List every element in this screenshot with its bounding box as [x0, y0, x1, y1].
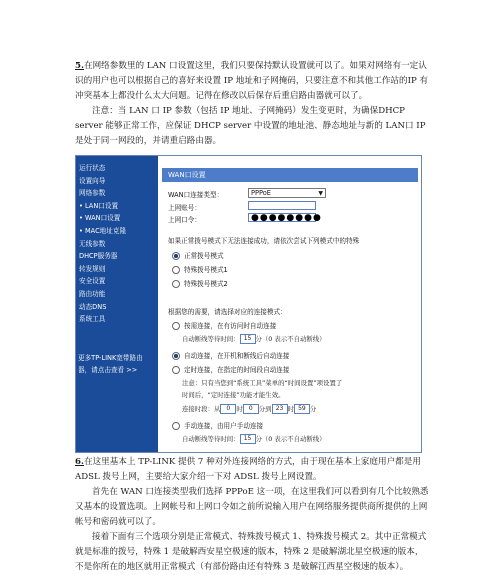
option-label: 定时连接，在指定的时间段自动连接: [184, 366, 290, 374]
sidebar-item[interactable]: 安全设置: [79, 277, 106, 286]
promo-link[interactable]: [78, 352, 143, 376]
radio-icon: [172, 280, 180, 288]
mode-option-special1[interactable]: [172, 264, 228, 274]
period-label: 连接时段：从: [182, 405, 221, 413]
schedule-note-2: 时间后，“定时连接”功能才能生效。: [182, 391, 285, 399]
time-sep: 时: [287, 405, 294, 413]
wan-type-select[interactable]: [248, 188, 326, 198]
connect-auto[interactable]: [172, 350, 290, 360]
connect-scheduled[interactable]: [172, 364, 290, 374]
sidebar-item[interactable]: 系统工具: [79, 315, 106, 324]
idle-time-row: [182, 334, 326, 344]
schedule-note-1: 注意：只有当您到“系统工具”菜单的“时间设置”项设置了: [182, 379, 343, 387]
time-sep: 分到: [258, 405, 272, 413]
idle-label: 自动断线等待时间：: [182, 335, 240, 343]
wan-type-label: WAN口连接类型：: [168, 191, 224, 199]
paragraph-6: [75, 455, 430, 485]
sidebar-item[interactable]: 路由功能: [79, 289, 106, 298]
paragraph-text: 在网络参数里的 LAN 口设置这里，我们只要保持默认设置就可以了。如果对网络有一定认识的用户也可以根据自己的喜好来设置 IP 地址和子网掩码，只要注意不和其他工作站的IP 有冲突基本上都没什么太大问题。记得在修改以后保存后重启路由器就可以了。: [75, 61, 429, 101]
sidebar-item[interactable]: • MAC地址克隆: [79, 226, 127, 235]
sidebar-item[interactable]: 动态DNS: [79, 302, 107, 311]
time-sep: 时: [236, 405, 243, 413]
idle-input[interactable]: 15: [240, 334, 256, 344]
password-label: 上网口令：: [168, 216, 201, 224]
sidebar-item[interactable]: 运行状态: [79, 164, 106, 172]
schedule-period-row: [182, 404, 316, 414]
panel-header: WAN口设置: [162, 168, 418, 182]
paragraph-5: [75, 59, 430, 104]
to-minute-input[interactable]: 59: [294, 404, 310, 414]
sidebar-item[interactable]: 转发规则: [79, 264, 106, 273]
router-screenshot: [75, 155, 422, 453]
radio-icon: [172, 266, 180, 274]
radio-icon: [172, 422, 180, 430]
from-minute-input[interactable]: 0: [243, 404, 259, 414]
mode-label: 特殊拨号模式1: [184, 266, 228, 274]
connect-mode-prompt: 根据您的需要，请选择对应的连接模式：: [168, 308, 287, 316]
connect-on-demand[interactable]: [172, 320, 276, 330]
mode-hint: 如果正常拨号模式下无法连接成功，请依次尝试下列模式中的特殊: [168, 237, 360, 245]
sidebar-item[interactable]: 网络参数: [79, 189, 106, 198]
account-input[interactable]: [248, 201, 316, 210]
option-label: 按需连接，在有访问时自动连接: [184, 322, 277, 330]
sidebar-item[interactable]: 无线参数: [79, 239, 106, 248]
wan-type-value: PPPoE: [251, 189, 271, 197]
option-label: 自动连接，在开机和断线后自动连接: [184, 352, 290, 360]
router-sidebar: [76, 156, 158, 452]
promo-line: 器，请点击查看 >>: [78, 366, 138, 374]
account-label: 上网账号：: [168, 204, 201, 212]
mode-option-normal[interactable]: [172, 250, 224, 260]
mode-option-special2[interactable]: [172, 278, 228, 288]
idle-input[interactable]: 15: [240, 434, 256, 444]
idle-time-row-2: [182, 434, 326, 444]
radio-icon: [172, 366, 180, 374]
promo-line: 更多TP-LINK宽带路由: [78, 354, 143, 362]
password-input[interactable]: ●●●●●●●●: [248, 213, 316, 222]
option-label: 手动连接，由用户手动连接: [184, 422, 264, 430]
to-hour-input[interactable]: 23: [272, 404, 288, 414]
chevron-down-icon: ▼: [318, 190, 323, 197]
idle-label: 自动断线等待时间：: [182, 435, 240, 443]
sidebar-item[interactable]: 设置向导: [79, 176, 106, 185]
wan-settings-panel: [158, 156, 421, 452]
paragraph-modes: 接着下面有三个选项分别是正常模式、特殊拨号模式 1、特殊拨号模式 2。其中正常模式就是标准的拨号，特殊 1 是破解西安星空极速的版本，特殊 2 是破解湖北星空极速的版本，不是你所在的地区就用正常模式（有部份路由还有特殊 3 是破解江西星空极速的版本）。: [75, 532, 427, 572]
paragraph-note: 注意：当 LAN 口 IP 参数（包括 IP 地址、子网掩码）发生变更时，为确保DHCP server 能够正常工作，应保证 DHCP server 中设置的地址池、静态地址与新的 LAN口 IP 是处于同一网段的，并请重启路由器。: [75, 106, 426, 146]
time-sep: 分: [309, 405, 317, 413]
mode-label: 正常拨号模式: [184, 252, 224, 260]
sidebar-item[interactable]: • LAN口设置: [79, 201, 119, 210]
step-number: 5.: [75, 61, 84, 71]
radio-selected-icon: [172, 252, 180, 260]
connect-manual[interactable]: [172, 420, 263, 430]
sidebar-item[interactable]: • WAN口设置: [79, 214, 121, 223]
mode-label: 特殊拨号模式2: [184, 280, 228, 288]
sidebar-item[interactable]: DHCP服务器: [79, 252, 118, 261]
from-hour-input[interactable]: 0: [220, 404, 236, 414]
idle-unit: 分（0 表示不自动断线）: [255, 335, 326, 343]
idle-unit: 分（0 表示不自动断线）: [255, 435, 326, 443]
paragraph-pppoe: 首先在 WAN 口连接类型我们选择 PPPoE 这一项，在这里我们可以看到有几个比较熟悉又基本的设置选项。上网帐号和上网口令如之前所说输入用户在网络服务提供商所提供的上网帐号和密码就可以了。: [75, 487, 429, 527]
paragraph-text: 在这里基本上 TP-LINK 提供 7 种对外连接网络的方式，由于现在基本上家庭用户都是用ADSL 拨号上网，主要给大家介绍一下对 ADSL 拨号上网设置。: [75, 457, 421, 482]
step-number: 6.: [75, 457, 84, 467]
radio-icon: [172, 322, 180, 330]
radio-selected-icon: [172, 352, 180, 360]
